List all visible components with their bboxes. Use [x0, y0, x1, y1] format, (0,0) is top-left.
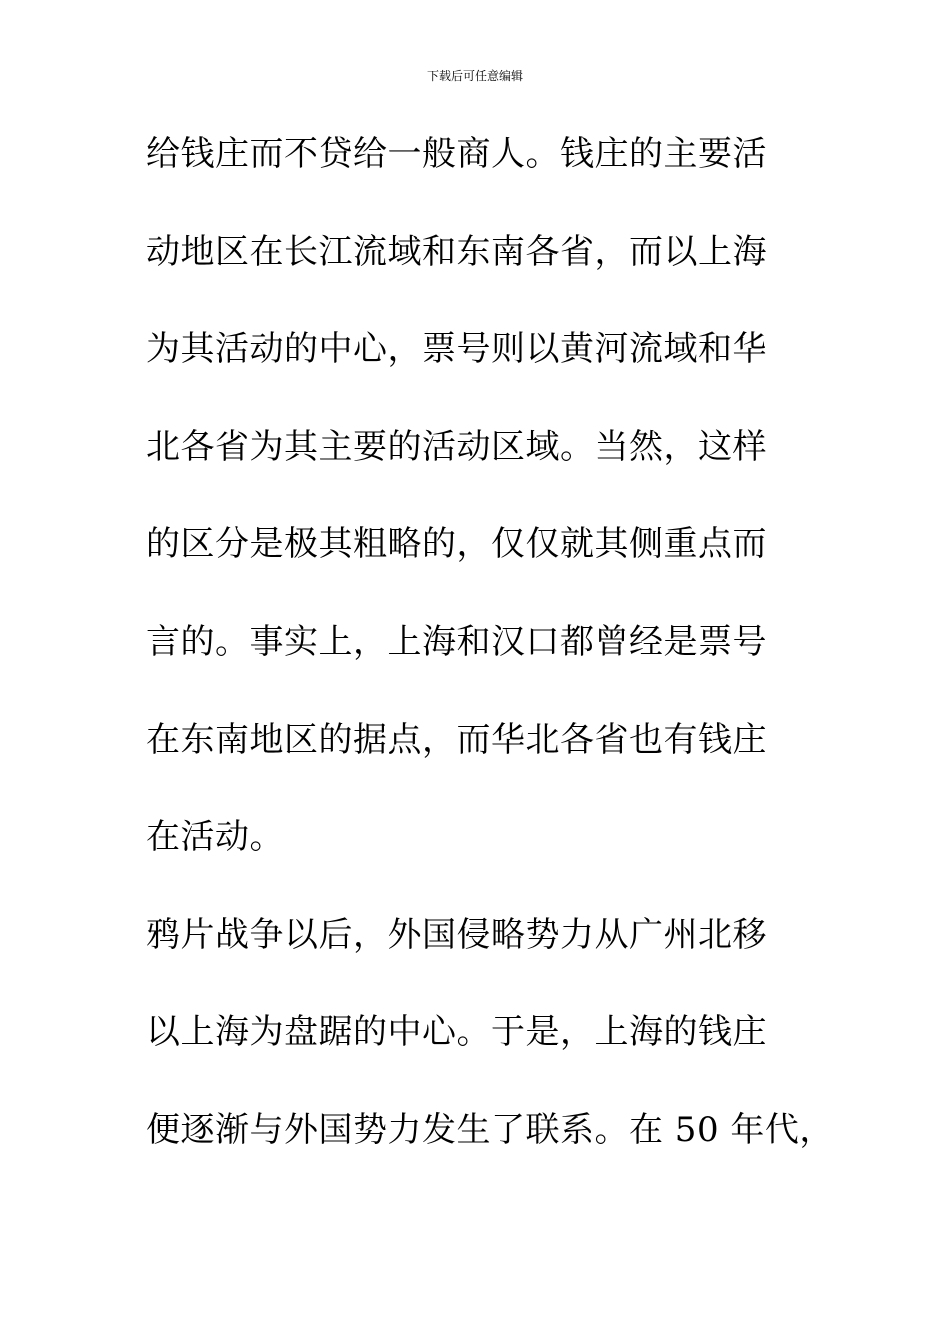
text-line: 动地区在长江流域和东南各省，而以上海	[146, 231, 767, 272]
text-line: 在东南地区的据点，而华北各省也有钱庄	[146, 719, 767, 760]
page-header: 下载后可任意编辑	[426, 69, 523, 83]
text-line: 便逐渐与外国势力发生了联系。在 50 年代，	[146, 1109, 834, 1150]
text-line: 为其活动的中心，票号则以黄河流域和华	[146, 329, 767, 370]
text-line: 以上海为盘踞的中心。于是，上海的钱庄	[146, 1012, 767, 1053]
document-body	[146, 124, 836, 1198]
text-line: 言的。事实上，上海和汉口都曾经是票号	[146, 621, 767, 662]
text-line: 的区分是极其粗略的，仅仅就其侧重点而	[146, 524, 767, 565]
text-line: 北各省为其主要的活动区域。当然，这样	[146, 426, 767, 467]
text-line: 鸦片战争以后，外国侵略势力从广州北移	[146, 914, 767, 955]
text-line: 在活动。	[146, 817, 284, 858]
text-line: 给钱庄而不贷给一般商人。钱庄的主要活	[146, 134, 767, 174]
